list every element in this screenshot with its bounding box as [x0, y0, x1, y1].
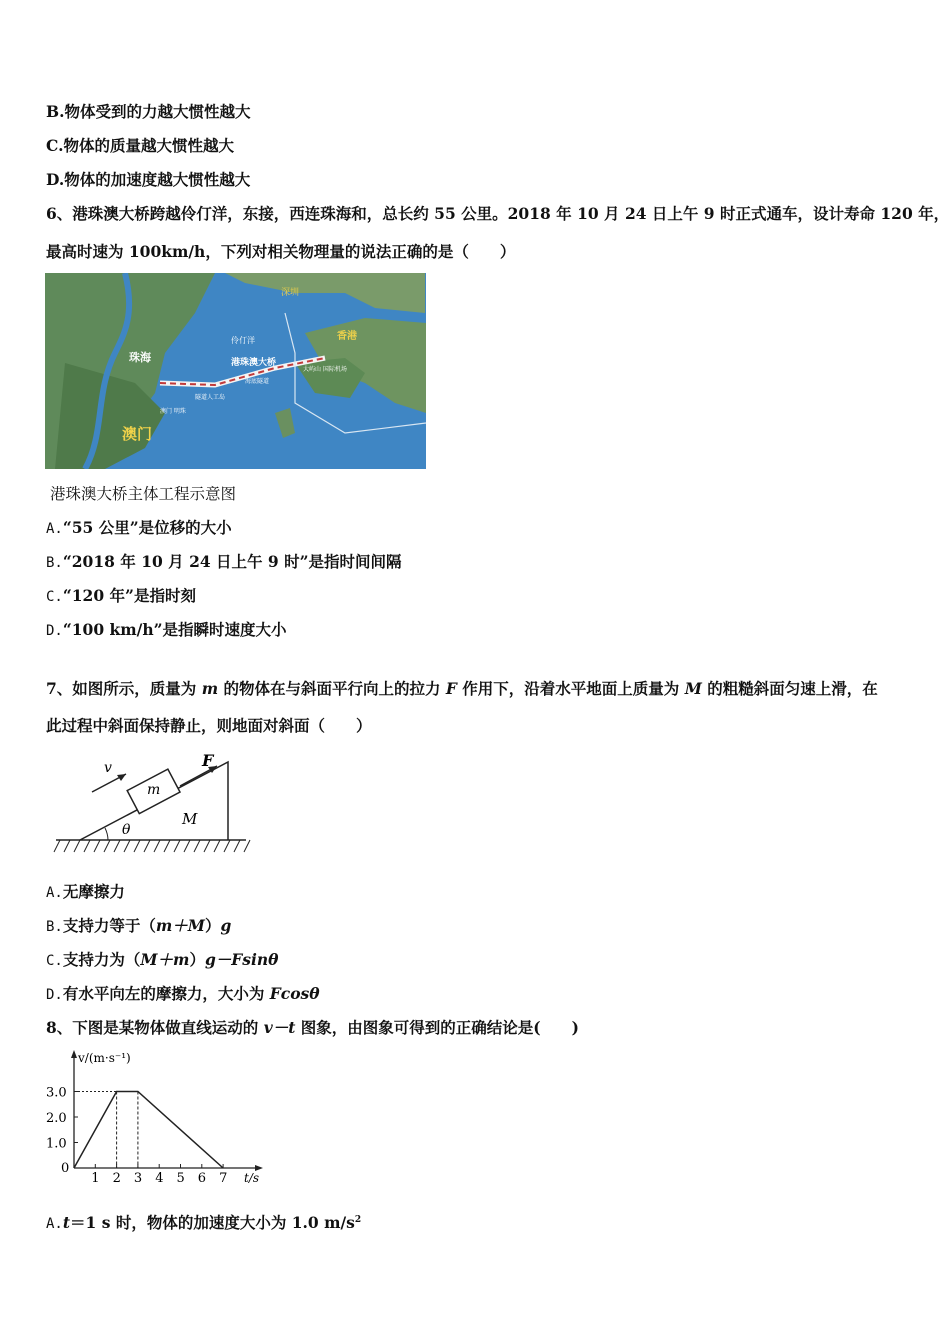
q7-stem-line2: 此过程中斜面保持静止，则地面对斜面（ ） [46, 716, 372, 735]
q7-option-a: A.无摩擦力 [46, 882, 125, 901]
q6-option-c: C.“120 年”是指时刻 [46, 586, 196, 605]
label-F: F [202, 751, 214, 770]
q7-option-c: C.支持力为（M＋m）g－Fsinθ [46, 950, 279, 969]
x-tick-label: 3 [133, 1171, 143, 1186]
y-axis-arrow [71, 1050, 77, 1058]
map-label-airport: 大屿山 国际机场 [303, 366, 347, 373]
q5-option-c: C.物体的质量越大惯性越大 [46, 136, 234, 155]
x-tick-label: 6 [197, 1171, 207, 1186]
x-tick-label: 2 [112, 1171, 121, 1186]
x-tick-label: 7 [219, 1171, 228, 1186]
q7-stem-line1: 7、如图所示，质量为 m 的物体在与斜面平行向上的拉力 F 作用下，沿着水平地面上质量为 M 的粗糙斜面匀速上滑，在 [46, 679, 878, 698]
q6-stem-line1: 6、港珠澳大桥跨越伶仃洋，东接，西连珠海和，总长约 55 公里。2018 年 10 月 24 日上午 9 时正式通车，设计寿命 120 年， [46, 204, 950, 223]
label-theta: θ [122, 822, 131, 838]
map-label-hongkong: 香港 [337, 331, 357, 342]
label-M: M [182, 810, 198, 828]
q7-option-b: B.支持力等于（m＋M）g [46, 916, 232, 935]
map-label-tunnel: 海底隧道 [245, 378, 270, 385]
q5-option-b: B.物体受到的力越大惯性越大 [46, 102, 251, 121]
y-tick-label: 2.0 [46, 1111, 67, 1126]
origin-label: 0 [61, 1161, 70, 1176]
map-label-lingdingyang: 伶仃洋 [231, 336, 255, 345]
q8-option-a: A.t＝1 s 时，物体的加速度大小为 1.0 $m/s^2$ [46, 1213, 362, 1233]
x-tick-label: 1 [91, 1171, 100, 1186]
q5-option-d: D.物体的加速度越大惯性越大 [46, 170, 251, 189]
y-tick-label: 3.0 [46, 1085, 67, 1101]
label-m: m [147, 782, 161, 798]
q6-option-d: D.“100 km/h”是指瞬时速度大小 [46, 620, 287, 639]
q6-option-b: B.“2018 年 10 月 24 日上午 9 时”是指时间间隔 [46, 552, 402, 571]
bridge-map-image [45, 273, 426, 469]
map-label-island: 隧道人工岛 [195, 394, 226, 401]
map-label-port: 澳门 明珠 [160, 408, 186, 415]
x-tick-label: 5 [176, 1171, 185, 1186]
map-label-zhuhai: 珠海 [129, 351, 151, 364]
series-line [74, 1092, 223, 1169]
map-caption: 港珠澳大桥主体工程示意图 [50, 485, 237, 503]
vt-chart [44, 1046, 274, 1186]
incline-diagram [50, 748, 255, 858]
label-v: v [104, 760, 112, 776]
x-tick-label: 4 [155, 1171, 164, 1186]
q7-option-d: D.有水平向左的摩擦力，大小为 Fcosθ [46, 984, 320, 1003]
q6-stem-line2: 最高时速为 100km/h，下列对相关物理量的说法正确的是（ ） [46, 242, 516, 261]
map-label-bridge: 港珠澳大桥 [231, 358, 277, 368]
map-label-shenzhen: 深圳 [281, 288, 300, 298]
x-axis-label: t/s [244, 1171, 260, 1185]
y-axis-label: v/(m·s⁻¹) [78, 1051, 131, 1065]
map-label-macau: 澳门 [122, 425, 153, 443]
y-tick-label: 1.0 [46, 1136, 67, 1152]
q8-stem: 8、下图是某物体做直线运动的 v－t 图象，由图象可得到的正确结论是( ) [46, 1018, 579, 1037]
q6-option-a: A.“55 公里”是位移的大小 [46, 518, 232, 537]
